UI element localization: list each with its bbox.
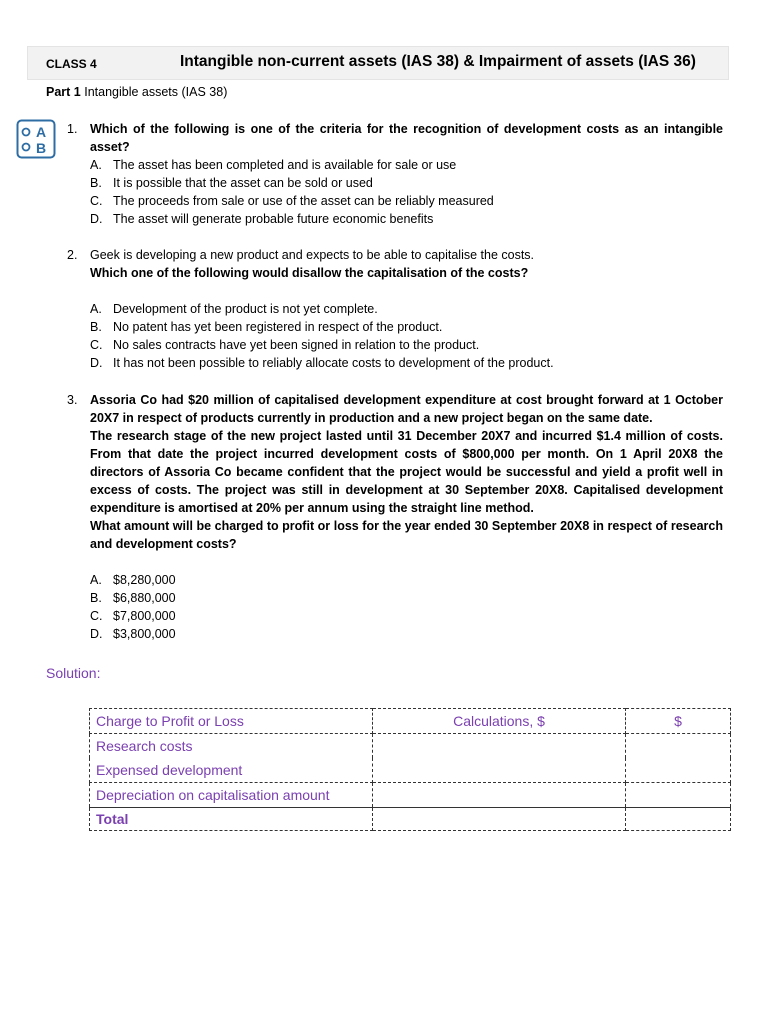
table-cell[interactable] (626, 808, 731, 831)
table-row (90, 758, 731, 783)
table-cell[interactable] (373, 783, 626, 808)
option-d: D. The asset will generate probable future economic benefits (90, 212, 434, 226)
multiple-choice-icon (16, 119, 56, 159)
option-b: B. $6,880,000 (90, 591, 176, 605)
icon-letter-b: B (35, 140, 47, 156)
class-label: CLASS 4 (46, 57, 97, 71)
table-cell[interactable] (626, 758, 731, 783)
question-1 (67, 120, 723, 228)
document-header (27, 46, 729, 80)
table-header: Charge to Profit or Loss (90, 709, 373, 734)
option-c: C. No sales contracts have yet been signed in relation to the product. (90, 338, 480, 352)
table-row (90, 734, 731, 759)
option-c: C. The proceeds from sale or use of the asset can be reliably measured (90, 194, 494, 208)
row-label: Research costs (90, 734, 373, 759)
options-list (90, 571, 723, 643)
table-cell[interactable] (626, 783, 731, 808)
table-header-row (90, 709, 731, 734)
option-d: D. It has not been possible to reliably allocate costs to development of the product. (90, 356, 554, 370)
option-d: D. $3,800,000 (90, 627, 176, 641)
option-a: A. Development of the product is not yet complete. (90, 302, 378, 316)
section-heading (46, 85, 227, 99)
option-c: C. $7,800,000 (90, 609, 176, 623)
table-header: $ (626, 709, 731, 734)
table-cell[interactable] (373, 808, 626, 831)
solution-table (89, 708, 731, 831)
option-a: A. $8,280,000 (90, 573, 176, 587)
part-label: Part 1 (46, 85, 81, 99)
table-total-row (90, 808, 731, 831)
question-stem: Which of the following is one of the criteria for the recognition of development costs as an intangible asset? (90, 122, 723, 154)
question-number: 3. (67, 393, 78, 407)
total-label: Total (90, 808, 373, 831)
question-paragraph-1: Assoria Co had $20 million of capitalised development expenditure at cost brought forward at 1 October 20X7 in respect of products currently in production and a new project began on the same date. (90, 393, 723, 425)
option-b: B. It is possible that the asset can be sold or used (90, 176, 373, 190)
question-stem: What amount will be charged to profit or loss for the year ended 30 September 20X8 in respect of research and development costs? (90, 519, 723, 551)
row-label: Depreciation on capitalisation amount (90, 783, 373, 808)
option-a: A. The asset has been completed and is available for sale or use (90, 158, 457, 172)
question-paragraph-2: The research stage of the new project lasted until 31 December 20X7 and incurred $1.4 million of costs. From that date the project incurred development costs of $800,000 per month. On 1 April 20X8 the directors of Assoria Co became confident that the project would be successful and yield a profit well in excess of costs. The project was still in development at 30 September 20X8. Capitalised development expenditure is amortised at 20% per annum using the straight line method. (90, 429, 723, 515)
solution-label: Solution: (46, 665, 101, 681)
icon-letter-a: A (35, 124, 47, 140)
question-intro: Geek is developing a new product and expects to be able to capitalise the costs. (90, 248, 535, 262)
question-2 (67, 246, 723, 372)
question-number: 2. (67, 248, 78, 262)
document-title: Intangible non-current assets (IAS 38) & Impairment of assets (IAS 36) (180, 53, 696, 70)
part-title: Intangible assets (IAS 38) (80, 85, 228, 99)
question-number: 1. (67, 122, 78, 136)
options-list (90, 156, 723, 228)
row-label: Expensed development (90, 758, 373, 783)
options-list (90, 300, 723, 372)
table-cell[interactable] (373, 758, 626, 783)
question-3 (67, 391, 723, 643)
table-row (90, 783, 731, 808)
table-cell[interactable] (373, 734, 626, 759)
option-b: B. No patent has yet been registered in respect of the product. (90, 320, 443, 334)
table-cell[interactable] (626, 734, 731, 759)
question-stem: Which one of the following would disallow the capitalisation of the costs? (90, 266, 529, 280)
table-header: Calculations, $ (373, 709, 626, 734)
